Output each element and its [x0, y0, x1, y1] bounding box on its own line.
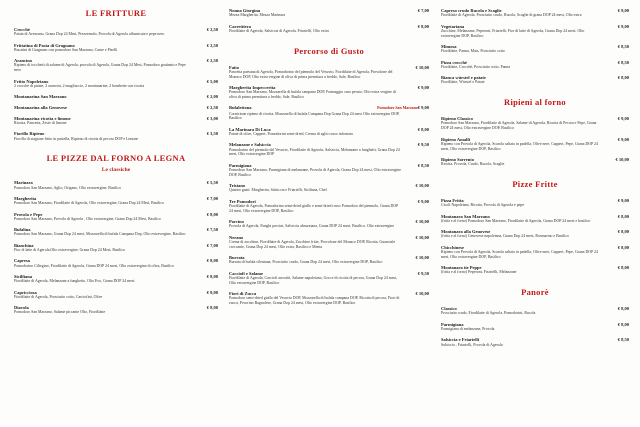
menu-section: [229, 46, 429, 306]
menu-item-name: Ripieno Amalfi: [441, 136, 471, 142]
menu-item-name: Faito: [229, 64, 239, 70]
menu-item: [229, 142, 429, 157]
menu-item-name: Montanara tie Peppe: [441, 265, 482, 271]
menu-item: [14, 58, 218, 73]
menu-item-price: € 8,00: [206, 305, 218, 311]
menu-item-name: Crocchè: [14, 27, 30, 32]
menu-item-description: Burrata di bufala cilentana, Prosciutto crudo, Grana Dop 24 mesi, Olio extravergine DOP, Basilico: [229, 260, 383, 265]
menu-item-description: Fiordilatte, Crocchè, Prosciutto cotto, Panna: [441, 64, 511, 69]
menu-item-name: Capricciosa: [14, 289, 37, 295]
section-title: LE FRITTURE: [85, 8, 147, 18]
menu-item: [229, 271, 429, 286]
menu-item-description: Prosciutto crudo, Fiordilatte di Agerola, Pomodorini, Rucola: [441, 311, 536, 316]
menu-item-price: € 7,00: [206, 195, 218, 201]
menu-item: [14, 212, 218, 222]
menu-item-name: Parmigiana: [229, 162, 252, 168]
menu-item-price: € 5,00: [206, 78, 218, 84]
menu-item-price: € 8,00: [617, 244, 629, 250]
menu-item-description: (fritta e al forno) Pomodoro San Marzano, Fiordilatte di Agerola, Grana DOP 24 mesi e basilico: [441, 218, 591, 223]
menu-column-left: [14, 8, 218, 423]
menu-item-header: [441, 214, 629, 219]
menu-item: [14, 116, 218, 126]
menu-item-name: Chicchinese: [441, 244, 464, 250]
menu-item-name: Ripieno Classico: [441, 116, 473, 122]
section-title: LE PIZZE DAL FORNO A LEGNA: [46, 153, 186, 164]
menu-item-price: € 8,00: [617, 321, 629, 327]
menu-section: [441, 8, 629, 85]
menu-item-price: € 8,50: [617, 337, 629, 343]
menu-item-description: Ripieno con Provola di Agerola, Scarola saltata in padella, Olive nere, Capperi, Pepe, Grana DOP 24 mesi, Olio extravergine DOP, Basilico: [441, 141, 598, 151]
menu-item-name: Bufalina: [14, 227, 31, 233]
menu-item-description: Bucatini di Gragnano con pomodoro San Marzano, Carne e Piselli: [14, 47, 118, 52]
menu-item-price: € 10,00: [415, 183, 429, 189]
menu-item-price: € 9,00: [617, 136, 629, 142]
menu-item: [441, 337, 629, 347]
menu-item: [14, 131, 218, 141]
menu-item-price: € 2,50: [206, 104, 218, 110]
menu-item-price: € 9,00: [617, 8, 629, 13]
menu-item-description: Pomodorino del piennolo del Vesuvio, Fiordilatte di Agerola, Salsiccia, Melanzane a funghetti, Grana Dop 24 mesi, Olio extravergine DOP: [229, 147, 400, 157]
menu-item-name: Bufalettona: [229, 105, 252, 111]
menu-section: [441, 97, 629, 167]
menu-item-price: € 10,00: [415, 291, 429, 297]
menu-item-name: Arancino: [14, 58, 32, 64]
menu-item: [14, 27, 218, 37]
menu-item-price: € 8,50: [617, 43, 629, 49]
section-subtitle: Le classiche: [101, 167, 131, 174]
menu-item-name: Salsiccia e Friarielli: [441, 337, 479, 343]
menu-section: [441, 179, 629, 275]
menu-item-description: Fiordilatte di Agerola, Prosciutto crudo, Rucola, Scaglie di grana DOP 24 mesi, Olio extra: [441, 13, 582, 18]
menu-item-name: Montanarina San Marzano: [14, 94, 67, 100]
menu-item-header: [14, 180, 218, 185]
menu-item: [441, 44, 629, 54]
menu-item-name: Pizza Fritta: [441, 197, 464, 203]
menu-item-description: Ripieno con Provola di Agerola, Scarola saltata in padella, Olive nere, Capperi, Pepe, Grana DOP 24 mesi, Olio extravergine DOP, Basilico: [441, 249, 598, 259]
menu-item-price: € 8,00: [206, 273, 218, 279]
menu-item-price: € 10,00: [615, 156, 629, 162]
menu-item-name: Montanara alla Genovese: [441, 229, 491, 235]
menu-item-header: [14, 131, 218, 136]
menu-item-description: Fiordilatte, Panna, Mais, Prosciutto cotto: [441, 49, 505, 54]
menu-item-price: € 7,00: [206, 242, 218, 248]
menu-item-name: Parmigiana: [441, 321, 464, 327]
menu-item-name: Bianca würstel e patate: [441, 75, 486, 81]
menu-item-name: Melanzane e Salsiccia: [229, 142, 271, 148]
menu-item-description: 2 crocchè di patate, 2 arancini, 2 mugliuccio, 2 montanarine, 2 bombette con ricotta: [14, 83, 145, 88]
menu-item: [441, 245, 629, 260]
menu-item: [441, 60, 629, 70]
menu-item-price: € 9,00: [206, 289, 218, 295]
menu-item-price: € 8,00: [617, 75, 629, 81]
menu-item-name: Margherita: [14, 195, 37, 201]
menu-item: [14, 243, 218, 253]
menu-item: [441, 116, 629, 131]
menu-item-description: Pomodoro San Marzano, Fiordilatte di Agerola, Olio extravergine, Grana Dop 24 Mesi, Basilico: [14, 201, 164, 206]
menu-item-price: € 3,50: [206, 131, 218, 137]
menu-item: [229, 219, 429, 229]
menu-item-description: Fiordilatte di Agerola, Carciofi arrostiti, Salame napoletano, Gocce di ricotta di pecora, Grana Dop 24 mesi, Olio extravergine DOP, Basilico: [229, 275, 398, 285]
menu-item-name: Porcino: [229, 219, 244, 225]
menu-item-name: Burrata: [229, 255, 245, 261]
menu-item-header: [14, 212, 218, 217]
menu-item: [441, 229, 629, 239]
menu-item-description: Parmigiana di melanzane, Provola: [441, 326, 495, 331]
menu-item-description: Fiordilatte, Würstel e Patate: [441, 80, 485, 85]
menu-item-name: Tre Pomodori: [229, 198, 256, 204]
section-title: Ripieni al forno: [504, 97, 566, 108]
menu-item: [14, 105, 218, 110]
menu-item-name: Classico: [441, 306, 457, 312]
menu-item-name: Ripieno Sorrento: [441, 156, 475, 162]
menu-item: [14, 180, 218, 190]
menu-item-price: € 7,00: [417, 8, 429, 13]
menu-item-header: [441, 137, 629, 142]
menu-item-price: € 3,00: [206, 115, 218, 121]
menu-item-name: Marinara: [14, 180, 33, 186]
menu-item: [14, 290, 218, 300]
menu-item-price: € 7,50: [206, 227, 218, 233]
menu-item-description: Salsiccia , Friarielli, Provola di Agerola: [441, 342, 503, 347]
menu-item-description: Fiordilatte di Agerola, Salsiccia di Agerola, Friarielli, Olio extra: [229, 28, 329, 33]
menu-item-price: € 10,00: [415, 64, 429, 70]
menu-item-description: Pomodoro semi-dried giallo del Vesuvio DOP, Mozzarella di bufala campana DOP, Ricotta di pecora, Fiori di zucca, Pecorino Bagnolese, Grana Dop 24 mesi, Olio extravergine DOP, Basilico: [229, 296, 400, 306]
menu-item: [229, 105, 429, 121]
menu-item-name: Mimosa: [441, 43, 457, 49]
menu-item: [229, 163, 429, 178]
menu-item: [14, 305, 218, 315]
menu-item-price: € 8,50: [417, 162, 429, 168]
menu-item: [229, 199, 429, 214]
menu-item-name: Capresa: [14, 258, 30, 264]
menu-section: [14, 153, 218, 315]
menu-item-description: Pomodoro San Marzano, Mozzarella di bufala campana DOP, Formaggio caso perato, Olio extra vergine di oliva di prima premitura a freddo, Sale, Basilico: [229, 90, 396, 99]
menu-item: [441, 137, 629, 152]
menu-section: [14, 8, 218, 141]
menu-item-description: Pomodoro San Marzano, Aglio, Origano, Olio extravergine, Basilico: [14, 185, 122, 190]
menu-section: [441, 287, 629, 347]
menu-item-price: € 8,00: [417, 23, 429, 29]
menu-column-right: [441, 8, 629, 423]
menu-item-price: € 8,00: [206, 211, 218, 217]
menu-item-tag: Pomodoro San Marzano: [377, 106, 418, 111]
menu-item-header: [229, 142, 429, 147]
menu-item-price: € 9,50: [417, 270, 429, 276]
menu-item-name: Frittatina di Pasta di Gragnano: [14, 42, 75, 48]
menu-item-price: € 9,00: [617, 116, 629, 122]
menu-item: [229, 183, 429, 193]
menu-item-price: € 8,00: [417, 126, 429, 132]
menu-item-price: € 8,00: [617, 306, 629, 312]
menu-item-description: Pomodoro San Marzano, Grana Dop 24 mesi, Mozzarella di bufala Campana Dop, Olio extravergine, Basilico: [14, 232, 186, 237]
menu-item: [14, 274, 218, 284]
menu-item-name: Tristano: [229, 183, 246, 189]
menu-item-description: Pomodoro San Marzano, Salame piccante Olio, Fiordilatte: [14, 310, 106, 315]
menu-item-description: Provola di Agerola, Funghi porcini, Salsiccia abruzziana, Grana DOP 24 mesi, Basilico, Olio extravergine: [229, 224, 395, 229]
menu-item-price: € 9,00: [617, 23, 629, 29]
menu-item-name: Vegetariana: [441, 23, 465, 29]
menu-item-price: € 10,00: [415, 219, 429, 225]
menu-item-description: Fiordilatte di Agerola, Melanzane a funghetto, Olio Evo, Grana DOP 24 mesi: [14, 279, 135, 284]
menu-item-price: € 9,00: [417, 84, 429, 90]
menu-item-price: € 8,00: [617, 265, 629, 271]
menu-item: [441, 265, 629, 275]
menu-item: [441, 322, 629, 332]
menu-item: [229, 65, 429, 80]
menu-item-price: € 10,00: [415, 234, 429, 240]
menu-item-price: € 8,00: [617, 213, 629, 219]
menu-item: [229, 85, 429, 100]
menu-item-name: Carrettiera: [229, 23, 251, 29]
menu-item-header: [14, 105, 218, 110]
menu-item: [441, 198, 629, 208]
menu-item-price: € 10,00: [415, 255, 429, 261]
menu-item-description: Fior di latte di Agerola,Olio extravergine, Grana Dop 24 Mesi, Basilico: [14, 247, 126, 252]
menu-item-description: Pancetta paesana di Agerola, Pomodorino del piennolo del Vesuvio, Fiordilatte di Agerola, Provolone del Monaco DOP, Olio extra vergine di oliva di prima premitura a freddo, Sale, Basilico: [229, 69, 393, 79]
menu-item: [14, 227, 218, 237]
menu-item-description: Fiordilatte di Agerola, Pomodorino semi-dried giallo e semi-dried rosso Pomodoro del piennolo, Grana DOP 24 mesi, Olio extravergine DOP, Basilico: [229, 203, 399, 213]
menu-item: [14, 94, 218, 99]
menu-item-description: Crema di zucchine, Fiordilatte di Agerola, Zucchine fritte, Provolone del Monaco DOP, Ricotta, Guanciale croccante, Grana Dop 24 mesi, Olio extra, Basilico e Menta: [229, 239, 396, 249]
menu-item-price: € 8,00: [617, 229, 629, 235]
menu-item-price: € 9,00: [617, 197, 629, 203]
menu-item: [229, 291, 429, 306]
menu-section: [229, 8, 429, 34]
menu-item-price: € 8,50: [617, 59, 629, 65]
section-title: Pizze Fritte: [512, 178, 558, 189]
menu-item: [441, 75, 629, 85]
menu-item-name: Fiori di Zucca: [229, 291, 257, 297]
menu-item-description: Pomodorino Ciliegino, Fiordilatte di Agerola, Grana DOP 24 mesi, Olio extravergine di oliva, Basilico: [14, 263, 175, 268]
menu-item-name: Nonna Giorgina: [229, 8, 261, 13]
menu-item-name: Fritto Napoletano: [14, 78, 49, 84]
menu-item-price: € 2,50: [206, 42, 218, 48]
menu-item-name: Margherita Impeccerita: [229, 84, 276, 90]
menu-item: [229, 24, 429, 34]
menu-item-description: (fritta e al forno) Peperoni, Friarielli, Melanzane: [441, 270, 517, 275]
menu-item-name: Fiorillo Ripieno: [14, 131, 45, 137]
menu-item-name: Diavola: [14, 305, 29, 311]
menu-item-name: Montanara San Marzano: [441, 213, 490, 219]
section-title: Percorso di Gusto: [293, 45, 365, 56]
menu-item-name: Cacciofi e Salame: [229, 270, 263, 276]
menu-item-name: Sicilfiana: [14, 273, 33, 279]
menu-item: [14, 79, 218, 89]
menu-item-description: Ricotta, Provola, Crudo, Rucola, Scaglie: [441, 162, 505, 167]
menu-item-name: Montanarina ricotta e limone: [14, 115, 71, 121]
menu-item-header: [14, 290, 218, 295]
menu-item-description: Ricotta, Pancetta, Zeste di limone: [14, 120, 67, 125]
menu-item-description: Zucchine, Melanzane, Peperoni, Friarielli, Fior di latte di Agerola, Grana Dop 24 mesi, Olio extravergine DOP, Basilico: [441, 28, 585, 38]
menu-item-header: [14, 94, 218, 99]
menu-item-name: Nerano: [229, 234, 244, 240]
menu-item-description: Ripieno di tocchetti di salame di Agerola, provola di Agerola, Grana Dop 24 Mesi, Pomodoro gratinato e Pepe nero: [14, 63, 186, 73]
menu-item: [441, 157, 629, 167]
menu-item-price: € 2,50: [206, 58, 218, 64]
menu-item-name: Montanarina alla Genovese: [14, 104, 67, 110]
menu-item-name: Capreso crudo Rucola e Scaglie: [441, 8, 502, 13]
menu-item-price: € 5,50: [206, 180, 218, 186]
menu-item-name: Bianchina: [14, 242, 34, 248]
menu-item: [441, 8, 629, 18]
menu-item: [441, 306, 629, 316]
menu-item-price: € 2,00: [206, 94, 218, 100]
menu-item-description: Cicoli Napoletani, Ricotta, Provola di Agerola e pepe: [441, 203, 525, 208]
menu-item-name: Provola e Pepe: [14, 211, 43, 217]
menu-item-price: € 8,00: [206, 258, 218, 264]
section-title: Panorè: [521, 287, 549, 298]
menu-item-header: [14, 258, 218, 263]
menu-item-description: Pomodoro San Marzano, Parmigiana di melanzane, Provola di Agerola, Grana Dop 24 mesi, Olio extravergine DOP, Basilico: [229, 167, 401, 177]
menu-item: [14, 196, 218, 206]
menu-item-description: Quattro gusti: Margherita, Salsiccia e Friarielli, Siciliana, Chef: [229, 188, 327, 193]
menu-item-description: Patate di olive, Capperi, Pomodorini semi-dried, Crema di aglio rosso infornata: [229, 131, 353, 136]
menu-item-price: € 9,00: [417, 105, 429, 111]
menu-column-middle: [229, 8, 429, 423]
menu-item-description: Fiorillo di stagione fritto in pastella, Ripieno di ricotta di pecora DOP e Limone: [14, 136, 139, 141]
menu-item-name: La Marinara Di Luca: [229, 126, 271, 132]
menu-item: [229, 255, 429, 265]
menu-item-price: € 9,00: [417, 198, 429, 204]
menu-item-price: € 9,50: [417, 142, 429, 148]
menu-item-header: [441, 337, 629, 342]
menu-item: [14, 258, 218, 268]
menu-item-price: € 2,50: [206, 27, 218, 32]
menu-item: [229, 127, 429, 137]
menu-item-description: Fiordilatte di Agerola, Prosciutto cotto, Carciofini, Olive: [14, 294, 103, 299]
menu-item-description: Cornicione ripieno di ricotta, Mozzarella di bufala Campana Dop Grana Dop 24 mesi Olio extravergine DOP, Basilico: [229, 111, 400, 121]
menu-item: [229, 235, 429, 250]
menu-item-name: Pizza crocchè: [441, 59, 468, 65]
menu-item-description: Mezza Margherita, Mezza Marinara: [229, 13, 286, 18]
menu-item-description: Pomodoro San Marzano, Fiordilatte di Agerola, Salame di Agerola, Ricotta di Pecora e Pepe, Grana DOP 24 mesi, Olio extravergine DOP, Basilico: [441, 121, 597, 131]
menu-item: [229, 8, 429, 18]
menu-item-description: Patata di Avezzano, Grana Dop 24 Mesi, Prezzemolo, Provola di Agerola affumicata e pepe nero: [14, 32, 165, 37]
menu-item: [441, 214, 629, 224]
menu-item-description: (fritta e al forno) Genovese napoletana, Grana Dop 24 mesi, Rosmarino e Basilico: [441, 234, 569, 239]
menu-item: [14, 43, 218, 53]
menu-item: [441, 24, 629, 39]
menu-item-description: Pomodoro San Marzano, Provola di Agerola , Olio extravergine, Grana Dop 24 Mesi, Basilico: [14, 216, 161, 221]
